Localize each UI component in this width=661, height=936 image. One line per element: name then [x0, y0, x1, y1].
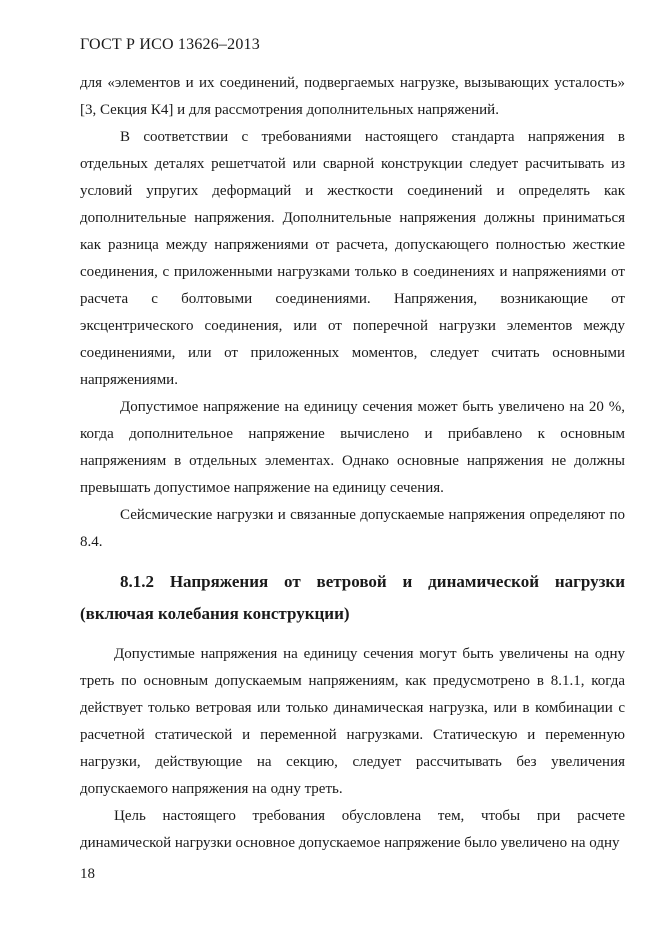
document-header: ГОСТ Р ИСО 13626–2013: [80, 36, 260, 53]
page-number: 18: [80, 866, 95, 882]
paragraph-purpose: Цель настоящего требования обусловлена тем, чтобы при расчете динамической нагрузки основное допускаемое напряжение было увеличено на одну: [80, 808, 625, 851]
paragraph-wind-dynamic: Допустимые напряжения на единицу сечения могут быть увеличены на одну треть по основным допускаемым напряжениям, как предусмотрено в 8.1.1, когда действует только ветровая или только динамическая нагрузка, или в комбинации с расчетной статической и переменной нагрузками. Статическую и переменную нагрузки, действующие на секцию, следует рассчитывать без увеличения допускаемого напряжения на одну треть.: [80, 646, 625, 797]
paragraph-seismic: Сейсмические нагрузки и связанные допускаемые напряжения определяют по 8.4.: [80, 507, 625, 550]
section-heading-8-1-2: 8.1.2 Напряжения от ветровой и динамической нагрузки (включая колебания конструкции): [80, 572, 625, 623]
paragraph-stress-calculation: В соответствии с требованиями настоящего стандарта напряжения в отдельных деталях решетчатой или сварной конструкции следует расчитывать из условий упругих деформаций и жесткости соединений и определять как дополнительные напряжения. Дополнительные напряжения должны приниматься как разница между напряжениями от расчета, допускающего полностью жесткие соединения, с приложенными нагрузками только в соединениях и напряжениями от расчета с болтовыми соединениями. Напряжения, возникающие от эксцентрического соединения, или от поперечной нагрузки элементов между соединениями, или от приложенных моментов, следует считать основными напряжениями.: [80, 129, 625, 388]
paragraph-allowable-stress: Допустимое напряжение на единицу сечения может быть увеличено на 20 %, когда дополнительное напряжение вычислено и прибавлено к основным напряжениям в отдельных элементах. Однако основные напряжения не должны превышать допустимое напряжение на единицу сечения.: [80, 399, 625, 496]
body-section-b: [80, 641, 625, 857]
body-section-a: [80, 70, 625, 556]
paragraph-continuation: для «элементов и их соединений, подвергаемых нагрузке, вызывающих усталость» [3, Секция К4] и для рассмотрения дополнительных напряжений.: [80, 75, 625, 118]
